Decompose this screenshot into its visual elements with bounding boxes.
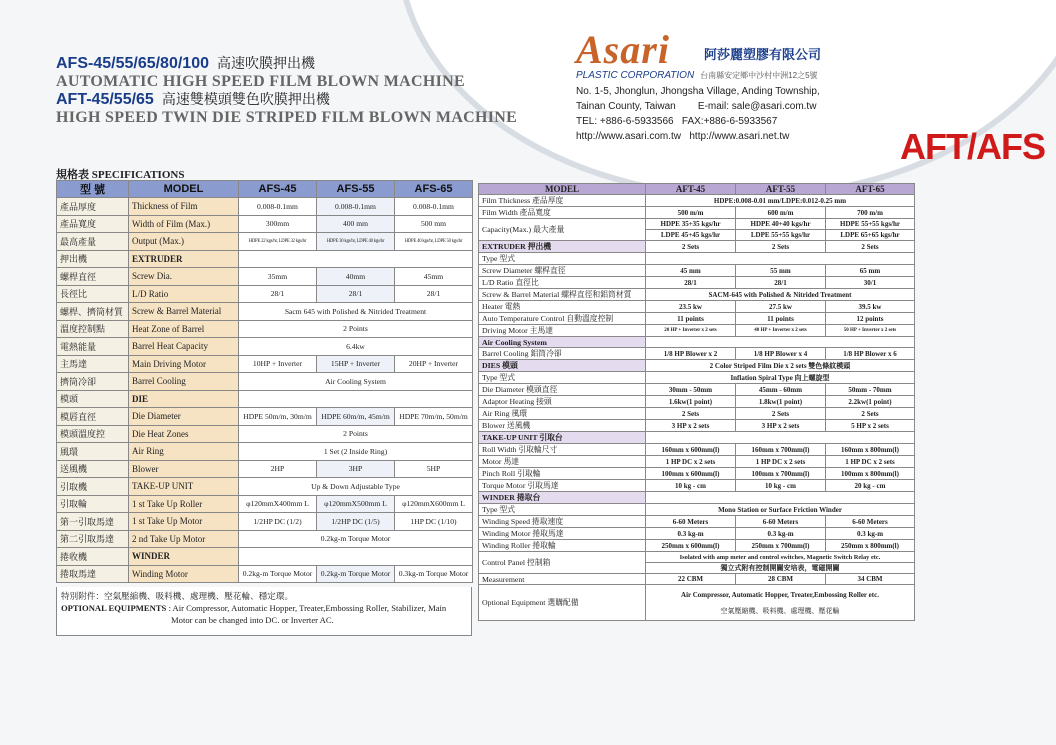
table-cell: 2 Sets	[736, 408, 826, 420]
table-cell: φ120mmX500mm L	[317, 495, 395, 513]
table-row	[479, 480, 915, 492]
logo-chinese-name: 阿莎麗塑膠有限公司	[704, 48, 822, 63]
table-cell: 0.3kg-m Torque Motor	[395, 565, 473, 583]
note-english: OPTIONAL EQUIPMENTS : Air Compressor, Automatic Hopper, Treater,Embossing Roller, Stabilizer, Main	[61, 603, 447, 613]
table-cell: Thickness of Film	[129, 198, 239, 216]
table-cell: 模唇直徑	[57, 408, 129, 426]
table-cell: Blower	[129, 460, 239, 478]
table-cell: 0.3 kg-m	[646, 528, 736, 540]
table-cell: 0.2kg-m Torque Motor	[317, 565, 395, 583]
aft-header-row	[479, 184, 915, 195]
optional-en: Air Compressor, Automatic Hopper, Treater,Embossing Roller etc.	[681, 590, 879, 599]
table-cell: Auto Temperature Control 自動溫度控制	[479, 313, 646, 325]
table-cell: Winding Motor 捲取馬達	[479, 528, 646, 540]
table-cell: 6.4kw	[239, 338, 473, 356]
table-cell: HDPE 35+35 kgs/hr	[646, 219, 736, 230]
subtitle-aft: HIGH SPEED TWIN DIE STRIPED FILM BLOWN MACHINE	[56, 109, 518, 126]
table-cell: 第一引取馬達	[57, 513, 129, 531]
title-afs: AFS-45/55/65/80/100 高速吹膜押出機	[56, 55, 315, 72]
table-row	[479, 528, 915, 540]
table-cell: 1 HP DC x 2 sets	[646, 456, 736, 468]
table-cell: 2 Sets	[826, 408, 915, 420]
table-cell: 主馬達	[57, 355, 129, 373]
table-cell: 50 HP + Inverter x 2 sets	[826, 325, 915, 337]
afs-head-cell: 型 號	[57, 181, 129, 198]
table-cell: 45 mm	[646, 265, 736, 277]
table-cell: HDPE 40 kgs/hr, LDPE 50 kgs/hr	[395, 233, 473, 251]
afs-head-cell: MODEL	[129, 181, 239, 198]
table-cell: Screw & Barrel Material	[129, 303, 239, 321]
table-cell: Film Thickness 產品厚度	[479, 195, 646, 207]
table-row	[57, 548, 473, 566]
table-row	[479, 456, 915, 468]
table-cell: HDPE:0.008-0.01 mm/LDPE:0.012-0.25 mm	[646, 195, 915, 207]
table-cell: Type 型式	[479, 253, 646, 265]
table-row	[479, 348, 915, 360]
table-cell: Up & Down Adjustable Type	[239, 478, 473, 496]
table-cell: L/D Ratio 直徑比	[479, 277, 646, 289]
table-cell: 27.5 kw	[736, 301, 826, 313]
table-cell: Barrel Cooling	[129, 373, 239, 391]
company-address: No. 1-5, Jhonglun, Jhongsha Village, Anding Township, Tainan County, Taiwan E-mail: sale@asari.com.tw TEL: +886-6-5933566 FAX:+886-6-5933567 http://www.asari.com.tw http://www.asari.net.tw	[576, 86, 820, 142]
table-cell: 28/1	[239, 285, 317, 303]
table-cell: 15HP + Inverter	[317, 355, 395, 373]
table-cell: 模頭溫度控	[57, 425, 129, 443]
table-cell: 28/1	[736, 277, 826, 289]
table-cell: Winding Speed 捲取速度	[479, 516, 646, 528]
row-label: Control Panel 控制箱	[479, 552, 646, 574]
table-cell: 30mm - 50mm	[646, 384, 736, 396]
measure-cell: 22 CBM	[646, 574, 736, 585]
table-cell: 1/2HP DC (1/2)	[239, 513, 317, 531]
row-label: Optional Equipment 選購配備	[479, 585, 646, 621]
table-row	[57, 390, 473, 408]
table-cell: 250mm x 800mm(l)	[826, 540, 915, 552]
table-cell: φ120mmX600mm L	[395, 495, 473, 513]
table-cell: HDPE 30 kgs/hr, LDPE 40 kgs/hr	[317, 233, 395, 251]
table-cell: φ120mmX400mm L	[239, 495, 317, 513]
table-cell: Screw & Barrel Material 螺桿直徑和鋁筒材質	[479, 289, 646, 301]
table-cell: 10HP + Inverter	[239, 355, 317, 373]
table-cell: 風環	[57, 443, 129, 461]
aft-spec-table	[478, 183, 915, 621]
table-cell: 1/8 HP Blower x 2	[646, 348, 736, 360]
table-cell: 模頭	[57, 390, 129, 408]
table-cell: 250mm x 700mm(l)	[736, 540, 826, 552]
table-row	[57, 565, 473, 583]
measure-cell: 34 CBM	[826, 574, 915, 585]
table-cell: 0.2kg-m Torque Motor	[239, 530, 473, 548]
table-cell: 12 points	[826, 313, 915, 325]
table-cell: Roll Width 引取輪尺寸	[479, 444, 646, 456]
table-cell: 6-60 Meters	[646, 516, 736, 528]
table-cell: 5 HP x 2 sets	[826, 420, 915, 432]
table-cell: Screw Diameter 螺桿直徑	[479, 265, 646, 277]
table-cell: 引取輪	[57, 495, 129, 513]
table-row	[479, 540, 915, 552]
table-cell: 0.008-0.1mm	[239, 198, 317, 216]
table-cell: 50mm - 70mm	[826, 384, 915, 396]
optional-equipment-note	[56, 587, 472, 636]
table-cell: 3 HP x 2 sets	[646, 420, 736, 432]
table-cell: WINDER	[129, 548, 239, 566]
table-cell: EXTRUDER	[129, 250, 239, 268]
aft-head-cell: AFT-65	[826, 184, 915, 195]
table-cell: 160mm x 800mm(l)	[826, 444, 915, 456]
table-row	[479, 313, 915, 325]
aft-head-cell: MODEL	[479, 184, 646, 195]
table-cell	[646, 432, 915, 444]
table-cell: 65 mm	[826, 265, 915, 277]
afs-head-cell: AFS-45	[239, 181, 317, 198]
table-cell	[239, 250, 473, 268]
table-cell: 最高產量	[57, 233, 129, 251]
table-row	[479, 195, 915, 207]
table-cell: 0.3 kg-m	[826, 528, 915, 540]
table-cell: 1/8 HP Blower x 4	[736, 348, 826, 360]
subtitle-afs: AUTOMATIC HIGH SPEED FILM BLOWN MACHINE	[56, 73, 465, 90]
table-cell: HDPE 22 kgs/hr, LDPE 32 kgs/hr	[239, 233, 317, 251]
table-row	[479, 420, 915, 432]
table-row	[479, 219, 915, 230]
row-label: Measurement	[479, 574, 646, 585]
afs-spec-table	[56, 180, 473, 583]
table-cell: 11 points	[736, 313, 826, 325]
table-cell: 2 Sets	[646, 408, 736, 420]
table-cell: Film Width 產品寬度	[479, 207, 646, 219]
table-cell: 2.2kw(1 point)	[826, 396, 915, 408]
table-cell: 2 Sets	[646, 241, 736, 253]
afs-head-cell: AFS-55	[317, 181, 395, 198]
table-row	[479, 241, 915, 253]
table-row	[57, 478, 473, 496]
table-row	[57, 268, 473, 286]
table-cell: 160mm x 700mm(l)	[736, 444, 826, 456]
table-cell: Capacity(Max.) 最大產量	[479, 219, 646, 241]
table-row	[479, 396, 915, 408]
table-cell: 6-60 Meters	[826, 516, 915, 528]
table-cell: 28/1	[395, 285, 473, 303]
table-row	[479, 504, 915, 516]
table-cell: Blower 送風機	[479, 420, 646, 432]
table-cell: 39.5 kw	[826, 301, 915, 313]
afs-header-row	[57, 181, 473, 198]
table-cell: Heater 電熱	[479, 301, 646, 313]
table-cell: 20HP + Inverter	[395, 355, 473, 373]
table-row	[57, 530, 473, 548]
table-cell: DIES 模頭	[479, 360, 646, 372]
note-english-cont: Motor can be changed into DC. or Inverter AC.	[171, 615, 334, 625]
table-row	[57, 338, 473, 356]
table-cell: 0.008-0.1mm	[395, 198, 473, 216]
table-cell: 捲取馬達	[57, 565, 129, 583]
table-cell: Type 型式	[479, 372, 646, 384]
table-cell: Die Diameter 模頭直徑	[479, 384, 646, 396]
table-cell: TAKE-UP UNIT 引取台	[479, 432, 646, 444]
table-cell: 100mm x 600mm(l)	[646, 468, 736, 480]
table-cell: 產品寬度	[57, 215, 129, 233]
table-cell: 100mm x 800mm(l)	[826, 468, 915, 480]
table-cell: 1 st Take Up Roller	[129, 495, 239, 513]
table-cell: 螺桿直徑	[57, 268, 129, 286]
table-row	[479, 516, 915, 528]
table-cell: 40mm	[317, 268, 395, 286]
table-cell: 2HP	[239, 460, 317, 478]
table-cell: Winding Motor	[129, 565, 239, 583]
aft-head-cell: AFT-45	[646, 184, 736, 195]
table-row	[57, 513, 473, 531]
table-cell: 產品厚度	[57, 198, 129, 216]
table-cell: Inflation Spiral Type 向上螺旋型	[646, 372, 915, 384]
table-cell: 1 HP DC x 2 sets	[826, 456, 915, 468]
table-cell: 10 kg - cm	[646, 480, 736, 492]
table-cell: 2 Points	[239, 320, 473, 338]
table-cell: 2 Color Striped Film Die x 2 sets 雙色條紋模頭	[646, 360, 915, 372]
table-row	[479, 444, 915, 456]
table-row	[479, 337, 915, 348]
table-cell: 55 mm	[736, 265, 826, 277]
table-cell: 100mm x 700mm(l)	[736, 468, 826, 480]
table-cell	[646, 337, 915, 348]
table-cell: 1/8 HP Blower x 6	[826, 348, 915, 360]
table-cell: LDPE 45+45 kgs/hr	[646, 230, 736, 241]
table-cell: 40 HP + Inverter x 2 sets	[736, 325, 826, 337]
table-cell: 0.008-0.1mm	[317, 198, 395, 216]
table-row	[479, 277, 915, 289]
table-row	[479, 207, 915, 219]
table-cell: HDPE 60m/m, 45m/m	[317, 408, 395, 426]
control-en: Isolated with amp meter and control switches, Magnetic Switch Relay etc.	[646, 552, 915, 563]
table-cell: 500 mm	[395, 215, 473, 233]
table-row	[57, 233, 473, 251]
table-row	[479, 301, 915, 313]
table-cell: Motor 馬達	[479, 456, 646, 468]
table-cell: 23.5 kw	[646, 301, 736, 313]
table-row	[479, 325, 915, 337]
table-cell: LDPE 55+55 kgs/hr	[736, 230, 826, 241]
table-row	[479, 585, 915, 621]
table-cell: 3 HP x 2 sets	[736, 420, 826, 432]
table-cell: 0.2kg-m Torque Motor	[239, 565, 317, 583]
table-cell: 擠筒冷卻	[57, 373, 129, 391]
logo-subtitle: PLASTIC CORPORATION 台南縣安定鄉中沙村中洲12之5號	[576, 70, 818, 81]
table-cell: 500 m/m	[646, 207, 736, 219]
table-cell: 45mm - 60mm	[736, 384, 826, 396]
logo-wordmark: Asari	[576, 27, 670, 72]
table-row	[57, 320, 473, 338]
table-row	[479, 289, 915, 301]
optional-cell	[646, 585, 915, 621]
table-cell: 6-60 Meters	[736, 516, 826, 528]
table-cell: 2 Sets	[826, 241, 915, 253]
table-cell: Die Diameter	[129, 408, 239, 426]
table-cell	[646, 253, 915, 265]
table-cell: 160mm x 600mm(l)	[646, 444, 736, 456]
table-row	[479, 372, 915, 384]
table-cell: HDPE 50m/m, 30m/m	[239, 408, 317, 426]
table-cell: Air Cooling System	[239, 373, 473, 391]
table-cell: Main Driving Motor	[129, 355, 239, 373]
table-row	[57, 443, 473, 461]
table-cell: 1 Set (2 Inside Ring)	[239, 443, 473, 461]
table-row	[57, 215, 473, 233]
table-row	[57, 250, 473, 268]
table-cell: 1 st Take Up Motor	[129, 513, 239, 531]
table-cell	[239, 548, 473, 566]
table-cell: 螺桿、擠筒材質	[57, 303, 129, 321]
table-cell: 送風機	[57, 460, 129, 478]
table-row	[57, 303, 473, 321]
table-cell: Die Heat Zones	[129, 425, 239, 443]
table-row	[479, 384, 915, 396]
table-cell: 第二引取馬達	[57, 530, 129, 548]
table-row	[479, 492, 915, 504]
table-cell: Air Ring	[129, 443, 239, 461]
table-cell: Output (Max.)	[129, 233, 239, 251]
table-cell: 45mm	[395, 268, 473, 286]
note-chinese: 特別附件：空氣壓縮機、吸料機、處理機、壓花輪、穩定環。	[61, 591, 294, 601]
table-row	[57, 373, 473, 391]
table-cell: Torque Motor 引取馬達	[479, 480, 646, 492]
table-row	[57, 198, 473, 216]
table-cell: 250mm x 600mm(l)	[646, 540, 736, 552]
table-cell: Air Cooling System	[479, 337, 646, 348]
table-cell: 溫度控制點	[57, 320, 129, 338]
table-cell: 11 points	[646, 313, 736, 325]
table-row	[479, 432, 915, 444]
table-cell: DIE	[129, 390, 239, 408]
table-cell	[239, 390, 473, 408]
table-cell: Mono Station or Surface Friction Winder	[646, 504, 915, 516]
table-cell: 2 Sets	[736, 241, 826, 253]
table-cell: 2 Points	[239, 425, 473, 443]
table-cell: L/D Ratio	[129, 285, 239, 303]
table-cell: Barrel Cooling 鋁筒冷卻	[479, 348, 646, 360]
afs-head-cell: AFS-65	[395, 181, 473, 198]
table-cell: HDPE 40+40 kgs/hr	[736, 219, 826, 230]
title-aft: AFT-45/55/65 高速雙模頭雙色吹膜押出機	[56, 91, 330, 108]
table-cell: 400 mm	[317, 215, 395, 233]
table-cell: 1HP DC (1/10)	[395, 513, 473, 531]
table-row	[479, 552, 915, 563]
table-cell: Barrel Heat Capacity	[129, 338, 239, 356]
table-cell: 長徑比	[57, 285, 129, 303]
table-cell: 1.8kw(1 point)	[736, 396, 826, 408]
table-cell: 600 m/m	[736, 207, 826, 219]
table-cell: HDPE 55+55 kgs/hr	[826, 219, 915, 230]
table-cell: 30/1	[826, 277, 915, 289]
table-cell: 3HP	[317, 460, 395, 478]
table-cell: 引取機	[57, 478, 129, 496]
table-cell: Heat Zone of Barrel	[129, 320, 239, 338]
table-cell: LDPE 65+65 kgs/hr	[826, 230, 915, 241]
table-cell: Driving Motor 主馬達	[479, 325, 646, 337]
table-cell: 20 kg - cm	[826, 480, 915, 492]
optional-zh: 空氣壓縮機、吸料機、處理機、壓花輪	[720, 606, 840, 615]
page-header	[56, 55, 517, 127]
table-cell: 300mm	[239, 215, 317, 233]
table-cell: 20 HP + Inverter x 2 sets	[646, 325, 736, 337]
table-cell: Width of Film (Max.)	[129, 215, 239, 233]
control-zh: 獨立式附有控制開關安培表，電磁開關	[646, 563, 915, 574]
table-cell: 電熱能量	[57, 338, 129, 356]
table-cell: Air Ring 風環	[479, 408, 646, 420]
aft-head-cell: AFT-55	[736, 184, 826, 195]
table-cell: 0.3 kg-m	[736, 528, 826, 540]
table-cell: Pinch Roll 引取輪	[479, 468, 646, 480]
table-row	[479, 574, 915, 585]
table-row	[57, 355, 473, 373]
table-cell: 押出機	[57, 250, 129, 268]
table-cell: Adaptor Heating 接頭	[479, 396, 646, 408]
table-cell: 28/1	[646, 277, 736, 289]
table-cell: Type 型式	[479, 504, 646, 516]
table-cell: 10 kg - cm	[736, 480, 826, 492]
table-cell: 1.6kw(1 point)	[646, 396, 736, 408]
model-code: AFT/AFS	[900, 126, 1045, 167]
table-cell: Screw Dia.	[129, 268, 239, 286]
table-row	[57, 460, 473, 478]
table-cell: 1/2HP DC (1/5)	[317, 513, 395, 531]
table-row	[57, 408, 473, 426]
table-cell: WINDER 捲取台	[479, 492, 646, 504]
table-cell: HDPE 70m/m, 50m/m	[395, 408, 473, 426]
table-cell: 1 HP DC x 2 sets	[736, 456, 826, 468]
measure-cell: 28 CBM	[736, 574, 826, 585]
table-cell: TAKE-UP UNIT	[129, 478, 239, 496]
table-cell: 28/1	[317, 285, 395, 303]
table-row	[57, 285, 473, 303]
table-cell: 2 nd Take Up Motor	[129, 530, 239, 548]
table-row	[479, 468, 915, 480]
table-cell: 700 m/m	[826, 207, 915, 219]
table-cell: SACM-645 with Polished & Nitrided Treatment	[646, 289, 915, 301]
table-cell: EXTRUDER 押出機	[479, 241, 646, 253]
table-cell: 捲收機	[57, 548, 129, 566]
table-row	[479, 408, 915, 420]
table-row	[57, 425, 473, 443]
table-row	[479, 253, 915, 265]
table-row	[57, 495, 473, 513]
spec-title: 規格表 SPECIFICATIONS	[56, 169, 185, 181]
table-cell: 5HP	[395, 460, 473, 478]
table-cell: Winding Roller 捲取輪	[479, 540, 646, 552]
company-logo	[576, 27, 822, 81]
table-row	[479, 265, 915, 277]
table-cell: 35mm	[239, 268, 317, 286]
table-row	[479, 360, 915, 372]
table-cell	[646, 492, 915, 504]
table-cell: Sacm 645 with Polished & Nitrided Treatment	[239, 303, 473, 321]
